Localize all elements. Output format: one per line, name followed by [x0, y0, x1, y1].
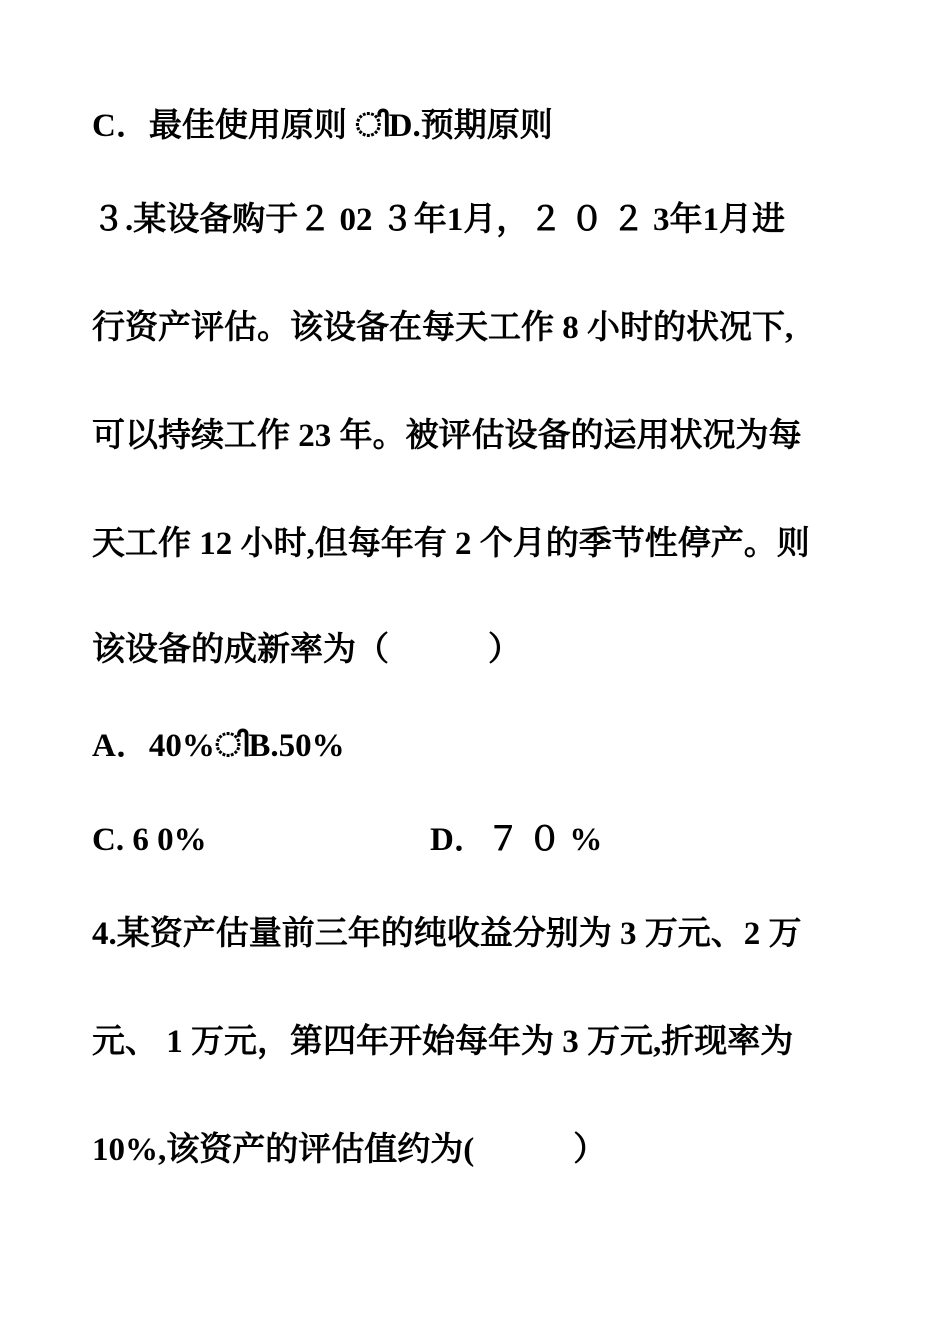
question-4-line-1: 4.某资产估量前三年的纯收益分别为 3 万元、2 万	[92, 916, 802, 952]
question-3-line-2: 行资产评估。该设备在每天工作 8 小时的状况下,	[92, 310, 794, 346]
option-line-c-d: C．最佳使用原则 ിD.预期原则	[92, 108, 553, 144]
question-4-line-3: 10%,该资产的评估值约为( ）	[92, 1132, 607, 1168]
option-c: C. 6 0%	[92, 822, 207, 858]
question-3-line-4: 天工作 12 小时,但每年有 2 个月的季节性停产。则	[92, 526, 810, 562]
option-line-a-b: A．40%ിB.50%	[92, 728, 345, 764]
option-d: D．７ ０ %	[430, 822, 603, 858]
question-3-line-3: 可以持续工作 23 年。被评估设备的运用状况为每	[92, 418, 802, 454]
question-4-line-2: 元、 1 万元，第四年开始每年为 3 万元,折现率为	[92, 1024, 794, 1060]
question-3-line-1: ３.某设备购于２ 02 ３年1月，２ ０ ２ 3年1月进	[92, 202, 785, 238]
question-3-line-5: 该设备的成新率为（ ）	[92, 632, 521, 668]
